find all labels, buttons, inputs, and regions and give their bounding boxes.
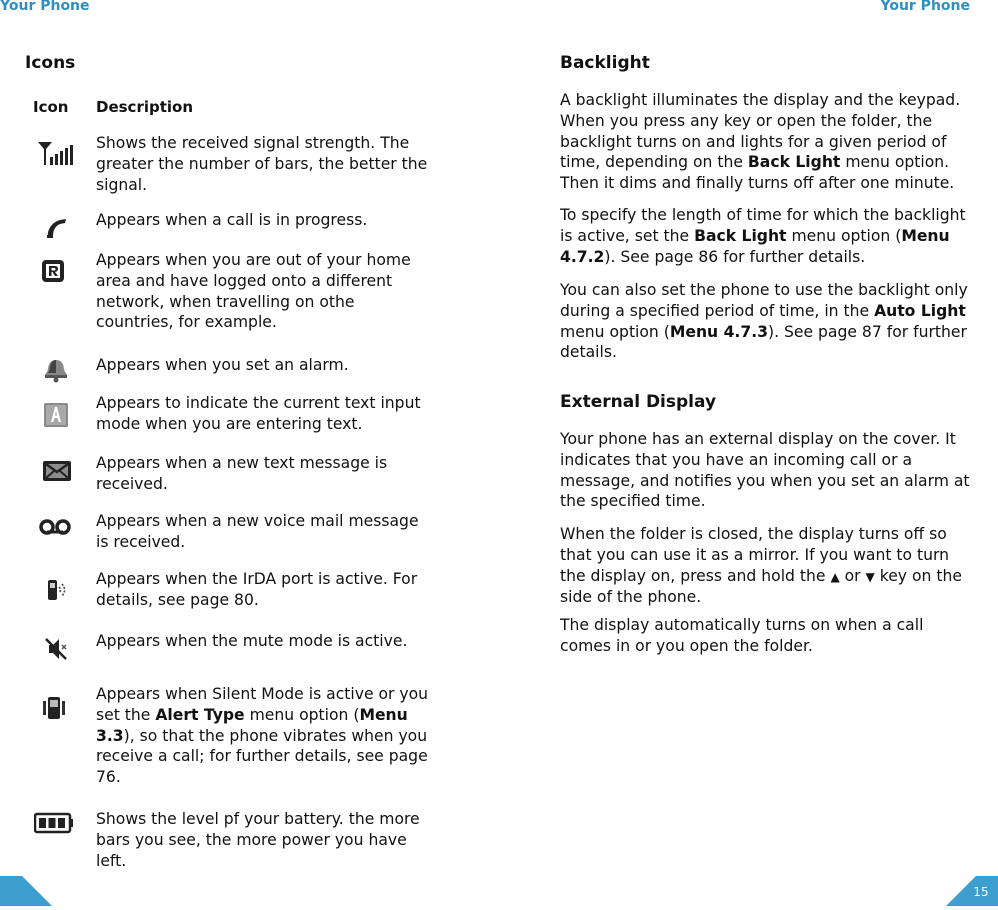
icons-heading: Icons <box>25 53 76 73</box>
description: Appears when the mute mode is active. <box>96 632 408 650</box>
description: Appears when you set an alarm. <box>96 356 349 374</box>
page-number: 14 <box>61 885 77 899</box>
running-header-right: Your Phone <box>880 0 970 14</box>
running-header-left: Your Phone <box>0 0 90 14</box>
battery-icon <box>34 810 74 840</box>
description: Shows the received signal strength. The greater the number of bars, the better the signal. <box>96 134 428 194</box>
alarm-icon <box>42 357 82 387</box>
description: Appears when a call is in progress. <box>96 211 368 229</box>
description: Appears when a new text message is received. <box>96 454 388 493</box>
text-input-mode-icon <box>42 402 82 432</box>
description: Appears to indicate the current text input mode when you are entering text. <box>96 394 421 433</box>
irda-icon <box>44 577 84 607</box>
down-key-icon: ▼ <box>865 569 875 584</box>
roaming-icon <box>40 258 80 288</box>
external-display-heading: External Display <box>560 392 717 412</box>
call-in-progress-icon <box>44 216 84 246</box>
voice-mail-icon <box>38 517 78 547</box>
mute-icon <box>42 635 82 665</box>
external-display-paragraph-3: The display automatically turns on when a call comes in or you open the folder. <box>560 616 924 655</box>
description: Appears when a new voice mail message is received. <box>96 512 419 551</box>
external-display-paragraph-1: Your phone has an external display on the cover. It indicates that you have an incoming call or a message, and notifies you when you set an alarm at the specified time. <box>560 430 970 511</box>
external-display-paragraph-2: When the folder is closed, the display turns off so that you can use it as a mirror. If you want to turn the display on, press and hold the ▲ or ▼ key on the side of the phone. <box>560 525 962 607</box>
page-number-tab-left <box>0 876 77 906</box>
backlight-paragraph-1: A backlight illuminates the display and the keypad. When you press any key or open the folder, the backlight turns on and lights for a given period of time, depending on the Back Light menu option. Then it dims and finally turns off after one minute. <box>560 91 961 193</box>
description: Appears when the IrDA port is active. For details, see page 80. <box>96 570 418 609</box>
page-number-tab-right <box>946 876 998 906</box>
up-key-icon: ▲ <box>830 569 840 584</box>
description: Appears when Silent Mode is active or you set the Alert Type menu option (Menu 3.3), so that the phone vibrates when you receive a call; for further details, see page 76. <box>96 685 429 787</box>
backlight-heading: Backlight <box>560 53 650 73</box>
description: Appears when you are out of your home area and have logged onto a different network, when travelling on othe countries, for example. <box>96 251 411 332</box>
silent-mode-icon <box>40 694 80 724</box>
col-header-icon: Icon <box>33 98 69 116</box>
text-message-icon <box>42 459 82 489</box>
backlight-paragraph-3: You can also set the phone to use the backlight only during a specified period of time, in the Auto Light menu option (Menu 4.7.3). See page 87 for further details. <box>560 281 968 362</box>
description: Shows the level pf your battery. the more bars you see, the more power you have left. <box>96 810 420 870</box>
page-number: 15 <box>973 885 989 899</box>
col-header-description: Description <box>96 98 194 116</box>
signal-strength-icon <box>36 139 76 169</box>
backlight-paragraph-2: To specify the length of time for which the backlight is active, set the Back Light menu option (Menu 4.7.2). See page 86 for further details. <box>560 206 966 266</box>
